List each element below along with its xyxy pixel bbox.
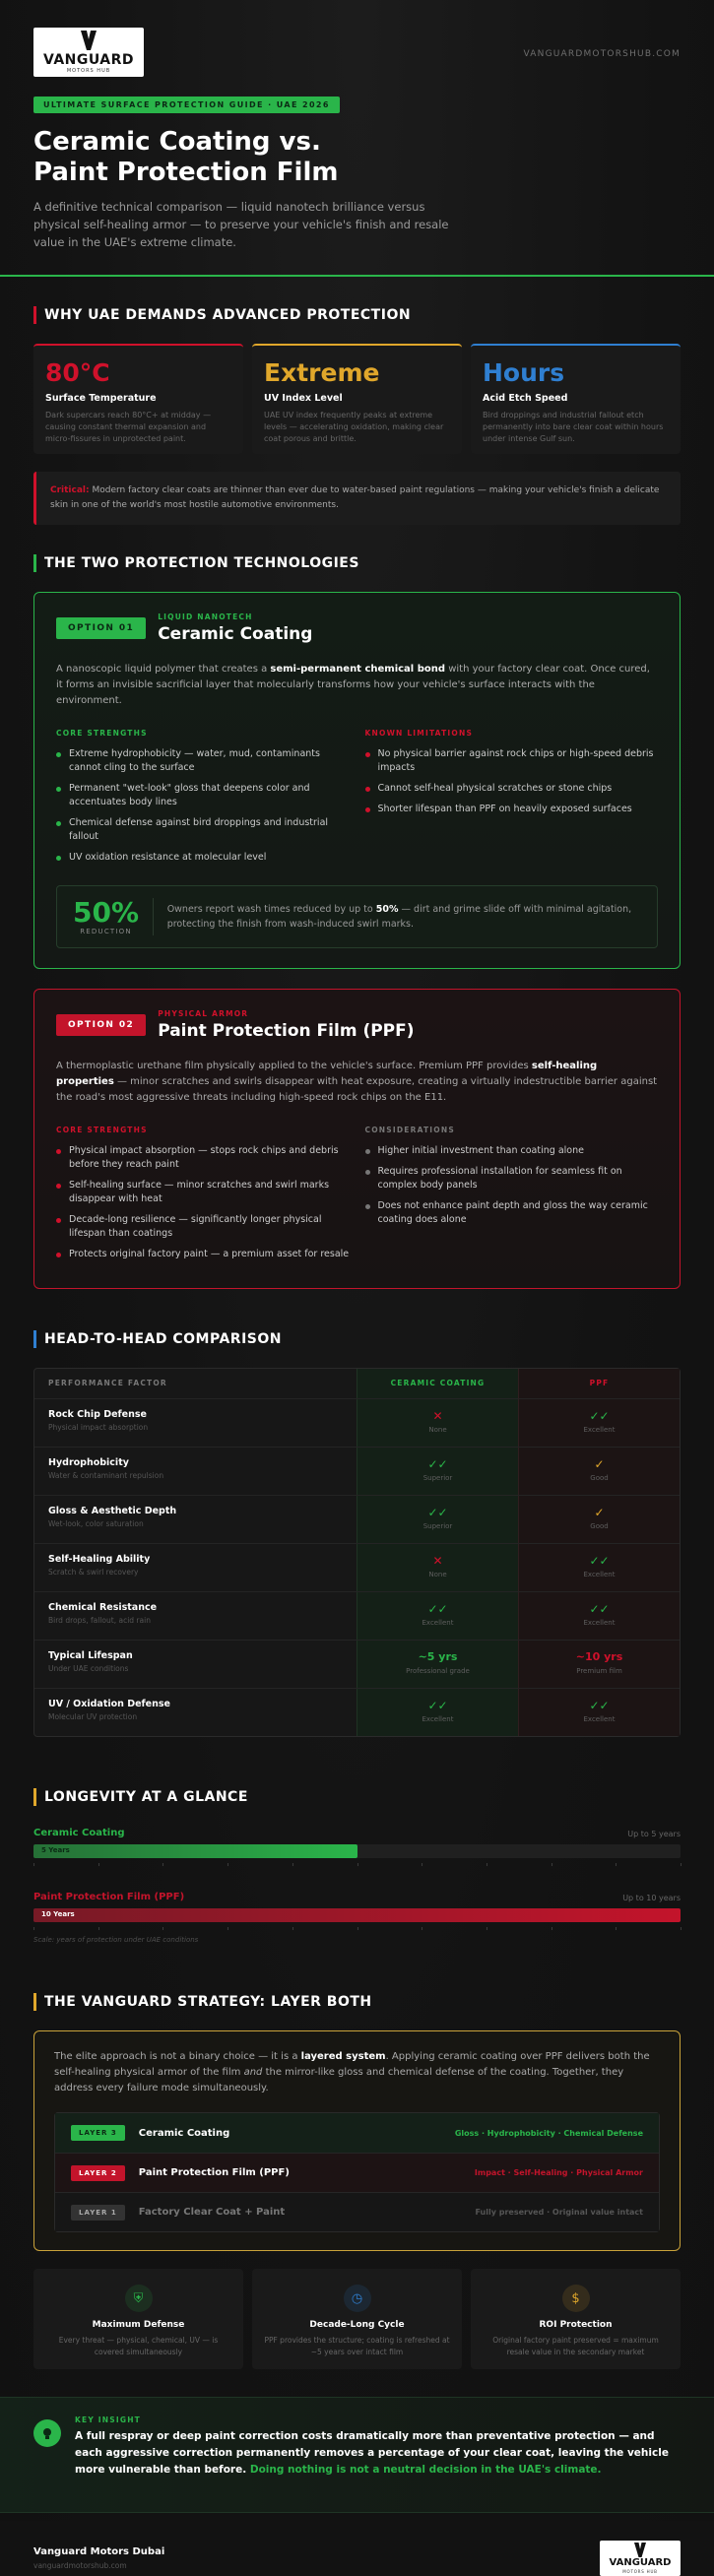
factor-sub: Wet-look, color saturation [48,1519,144,1528]
clock-icon: ◷ [344,2285,371,2312]
ppf-rating: Excellent [583,1619,616,1627]
factor-sub: Bird drops, fallout, acid rain [48,1616,151,1625]
stat-value: 80°C [45,358,110,387]
layer-stack [54,2112,660,2232]
card-description: A thermoplastic urethane film physically applied to the vehicle's surface. Premium PPF provides self-healing properties — minor scratches and swirls disappear with heat exposure, creating a virtually indestructible barrier against the road's most aggressive threats including high-speed rock chips on the E11. [56,1061,658,1103]
ppf-mark: ✓✓ [589,1409,610,1423]
ceramic-rating: Excellent [422,1619,454,1627]
bullet-icon [56,1218,61,1223]
page-title [33,127,681,188]
title-line-1: Ceramic Coating vs. [33,127,321,157]
ceramic-card [33,592,681,969]
factor-sub: Water & contaminant repulsion [48,1471,164,1480]
considerations-list [365,1126,659,1268]
ceramic-rating: None [428,1571,447,1578]
feature-desc: PPF provides the structure; coating is refreshed at ~5 years over intact film [264,2336,450,2356]
card-title: Paint Protection Film (PPF) [158,1021,415,1041]
ppf-rating: Excellent [583,1571,616,1578]
table-row [34,1640,680,1688]
critical-text: Modern factory clear coats are thinner than ever due to water-based paint regulations — making your vehicle's finish a delicate skin in one of the world's most hostile automotive environments. [50,485,660,510]
factor-name: Rock Chip Defense [48,1409,147,1420]
list-item-text: Protects original factory paint — a premium asset for resale [69,1249,350,1259]
strengths-list [56,729,350,871]
header-divider [0,275,714,277]
factor-name: Chemical Resistance [48,1602,158,1613]
ceramic-mark: ~5 yrs [418,1650,458,1663]
stat-card [33,344,243,454]
section-heading-why [33,306,681,324]
heading-text: THE TWO PROTECTION TECHNOLOGIES [44,555,359,571]
bar-fill [33,1908,681,1922]
bar-name: Paint Protection Film (PPF) [33,1892,185,1902]
section-heading-strategy [33,1993,681,2011]
longevity-row [33,1892,681,1934]
list-item-text: Shorter lifespan than PPF on heavily exposed surfaces [377,804,632,814]
heading-text: LONGEVITY AT A GLANCE [44,1789,248,1805]
factor-sub: Molecular UV protection [48,1712,138,1721]
option-badge: OPTION 02 [56,1014,146,1036]
list-item [365,1144,659,1158]
title-line-2: Paint Protection Film [33,158,339,187]
site-url-link[interactable]: VANGUARDMOTORSHUB.COM [523,49,681,59]
comparison-table [33,1368,681,1737]
bullet-icon [56,1184,61,1189]
table-row [34,1447,680,1495]
bullet-icon [365,1149,370,1154]
strategy-text: The elite approach is not a binary choice — it is a layered system. Applying ceramic coating over PPF delivers both the self-healing physical armor of the film and the mirror-like gloss and chemical defense of the coating. Together, they address every failure mode simultaneously. [54,2051,650,2093]
list-item [56,747,350,775]
bar-upto: Up to 5 years [627,1830,681,1838]
header [0,0,714,275]
layer-row [55,2153,659,2192]
logo-subtitle: MOTORS HUB [66,68,111,74]
list-item [56,1248,350,1261]
heading-accent [33,1788,36,1806]
strategy-card [33,2030,681,2251]
layer-badge: LAYER 3 [71,2125,125,2141]
bullet-icon [365,1170,370,1175]
stat-desc: UAE UV index frequently peaks at extreme levels — accelerating oxidation, making clear coat porous and brittle. [264,411,444,443]
list-item-text: Requires professional installation for seamless fit on complex body panels [377,1166,622,1191]
strengths-title: CORE STRENGTHS [56,729,148,738]
strengths-title: CORE STRENGTHS [56,1126,148,1134]
hero-lead: A definitive technical comparison — liquid nanotech brilliance versus physical self-healing armor — to preserve your vehicle's finish and resale value in the UAE's extreme climate. [33,200,449,249]
longevity-row [33,1828,681,1870]
feature-desc: Original factory paint preserved = maximum resale value in the secondary market [492,2336,659,2356]
layer-row [55,2192,659,2231]
shield-icon: ⛨ [125,2285,153,2312]
insight-kicker: KEY INSIGHT [75,2415,141,2424]
stat-text: Owners report wash times reduced by up to 50% — dirt and grime slide off with minimal agitation, protecting the finish from wash-induced swirl marks. [166,904,632,930]
list-item-text: Does not enhance paint depth and gloss the way ceramic coating does alone [377,1200,648,1225]
ceramic-rating: Superior [422,1474,453,1482]
ceramic-mark: ✓✓ [427,1699,448,1712]
ppf-mark: ✓ [594,1506,605,1519]
feature-title: Maximum Defense [92,2320,185,2330]
ceramic-rating: None [428,1426,447,1434]
footer-logo-wordmark: VANGUARD [609,2557,672,2568]
factor-name: Self-Healing Ability [48,1554,151,1565]
ppf-mark: ✓ [594,1457,605,1471]
layer-tags: Fully preserved · Original value intact [475,2208,643,2217]
bullet-icon [56,787,61,792]
bullet-icon [365,787,370,792]
section-heading-tech [33,554,681,572]
layer-tags: Gloss · Hydrophobicity · Chemical Defense [454,2128,643,2138]
stat-desc: Bird droppings and industrial fallout etch permanently into bare clear coat within hours under intense Gulf sun. [483,411,664,443]
list-item [365,1199,659,1227]
ppf-mark: ✓✓ [589,1699,610,1712]
header-ceramic: CERAMIC COATING [357,1369,518,1398]
factor-sub: Physical impact absorption [48,1423,149,1432]
critical-callout [33,472,681,525]
bar-track [33,1844,681,1858]
ceramic-rating: Excellent [422,1715,454,1723]
stat-card [252,344,462,454]
strengths-list [56,1126,350,1268]
bullet-icon [56,1149,61,1154]
heading-accent [33,1993,36,2011]
list-item-text: Decade-long resilience — significantly longer physical lifespan than coatings [69,1214,322,1239]
ceramic-rating: Professional grade [406,1667,470,1675]
stat-value: Extreme [264,358,380,387]
bullet-icon [365,807,370,812]
footer [0,2513,714,2574]
list-item [365,782,659,796]
table-row [34,1543,680,1591]
stat-label: REDUCTION [80,928,132,935]
bullet-icon [365,752,370,757]
factor-name: Typical Lifespan [48,1650,133,1661]
footer-logo[interactable] [600,2541,681,2576]
layer-badge: LAYER 1 [71,2205,125,2221]
ceramic-mark: ✓✓ [427,1506,448,1519]
list-item [365,803,659,816]
ppf-mark: ✓✓ [589,1554,610,1568]
feature-desc: Every threat — physical, chemical, UV — is covered simultaneously [58,2336,219,2356]
ppf-rating: Good [590,1522,609,1530]
stat-cards [33,344,681,454]
vanguard-emblem-icon [634,2543,646,2557]
feature-card [252,2269,462,2369]
critical-label: Critical: [50,485,90,495]
bullet-icon [56,821,61,826]
list-item [56,816,350,844]
table-row [34,1495,680,1543]
stat-label: Surface Temperature [45,393,157,404]
ppf-card [33,989,681,1289]
table-header-row [34,1369,680,1398]
header-ppf: PPF [518,1369,680,1398]
card-kicker: LIQUID NANOTECH [158,612,253,621]
layer-name: Paint Protection Film (PPF) [138,2167,290,2178]
layer-name: Factory Clear Coat + Paint [138,2207,286,2218]
table-row [34,1591,680,1640]
layer-badge: LAYER 2 [71,2165,125,2181]
ppf-rating: Excellent [583,1715,616,1723]
feature-card [471,2269,681,2369]
footer-logo-subtitle: MOTORS HUB [622,2569,658,2574]
footer-site-link[interactable]: vanguardmotorshub.com [33,2561,127,2570]
list-item [56,1144,350,1172]
bar-name: Ceramic Coating [33,1828,125,1838]
bullet-icon [56,1253,61,1257]
factor-sub: Under UAE conditions [48,1664,129,1673]
list-item-text: Extreme hydrophobicity — water, mud, contaminants cannot cling to the surface [69,748,320,773]
list-item-text: UV oxidation resistance at molecular level [69,852,267,863]
guide-pill: ULTIMATE SURFACE PROTECTION GUIDE · UAE 2026 [33,97,340,113]
section-heading-longevity [33,1788,681,1806]
layer-row [55,2113,659,2153]
brand-logo[interactable] [33,28,144,77]
key-insight [0,2397,714,2513]
header-factor: PERFORMANCE FACTOR [48,1379,167,1387]
ppf-rating: Premium film [576,1667,622,1675]
feature-title: ROI Protection [539,2320,613,2330]
dollar-icon: $ [562,2285,590,2312]
longevity-bars [33,1828,681,1934]
list-item-text: Higher initial investment than coating alone [377,1145,584,1156]
limitations-list [365,729,659,871]
wash-time-stat [56,885,658,948]
section-heading-compare [33,1330,681,1348]
option-badge: OPTION 01 [56,617,146,639]
list-item [56,1213,350,1241]
list-item [56,851,350,865]
footer-company: Vanguard Motors Dubai [33,2546,165,2557]
ceramic-mark: ✕ [432,1409,443,1423]
heading-text: THE VANGUARD STRATEGY: LAYER BOTH [44,1994,372,2010]
list-item-text: Self-healing surface — minor scratches and swirl marks disappear with heat [69,1180,330,1204]
list-item [56,782,350,809]
lightbulb-icon [33,2419,61,2447]
stat-desc: Dark supercars reach 80°C+ at midday — causing constant thermal expansion and micro-fissures in unprotected paint. [45,411,212,443]
bar-upto: Up to 10 years [622,1894,681,1902]
main-content [0,306,714,2369]
bullet-icon [56,752,61,757]
feature-title: Decade-Long Cycle [309,2320,405,2330]
card-kicker: PHYSICAL ARMOR [158,1009,249,1018]
list-item-text: Chemical defense against bird droppings and industrial fallout [69,817,329,842]
layer-name: Ceramic Coating [138,2127,230,2139]
bar-fill [33,1844,357,1858]
heading-text: HEAD-TO-HEAD COMPARISON [44,1331,282,1347]
ppf-rating: Good [590,1474,609,1482]
vanguard-emblem-icon [81,31,97,50]
feature-cards [33,2269,681,2369]
list-item [365,1165,659,1192]
ppf-mark: ✓✓ [589,1602,610,1616]
card-title: Ceramic Coating [158,624,313,644]
insight-text: A full respray or deep paint correction costs dramatically more than preventative protection — and each aggressive correction permanently removes a percentage of your clear coat, leaving the vehicle more vulnerable than before. Doing nothing is not a neutral decision in the UAE's climate. [75,2430,669,2476]
longevity-scale-note: Scale: years of protection under UAE conditions [33,1936,199,1944]
list-item [56,1179,350,1206]
feature-card [33,2269,243,2369]
bullet-icon [365,1204,370,1209]
heading-accent [33,1330,36,1348]
bar-label: 10 Years [41,1910,75,1918]
list-item-text: Physical impact absorption — stops rock chips and debris before they reach paint [69,1145,339,1170]
card-description: A nanoscopic liquid polymer that creates a semi-permanent chemical bond with your factory clear coat. Once cured, it forms an invisible sacrificial layer that molecularly transforms how your vehicle's surface interacts with the environment. [56,664,650,706]
heading-text: WHY UAE DEMANDS ADVANCED PROTECTION [44,307,412,323]
stat-label: UV Index Level [264,393,343,404]
bar-track [33,1908,681,1922]
stat-card [471,344,681,454]
stat-value: Hours [483,358,565,387]
considerations-title: CONSIDERATIONS [364,1126,455,1134]
factor-name: Gloss & Aesthetic Depth [48,1506,177,1516]
factor-name: Hydrophobicity [48,1457,129,1468]
ceramic-mark: ✕ [432,1554,443,1568]
table-row [34,1398,680,1447]
stat-label: Acid Etch Speed [483,393,568,404]
bullet-icon [56,856,61,861]
list-item [365,747,659,775]
table-row [34,1688,680,1736]
factor-sub: Scratch & swirl recovery [48,1568,139,1577]
list-item-text: No physical barrier against rock chips or high-speed debris impacts [377,748,654,773]
heading-accent [33,554,36,572]
ceramic-mark: ✓✓ [427,1457,448,1471]
bar-label: 5 Years [41,1846,70,1854]
list-item-text: Cannot self-heal physical scratches or stone chips [377,783,613,794]
heading-accent [33,306,36,324]
ppf-rating: Excellent [583,1426,616,1434]
ppf-mark: ~10 yrs [575,1650,623,1663]
ceramic-mark: ✓✓ [427,1602,448,1616]
limitations-title: KNOWN LIMITATIONS [364,729,474,738]
stat-value: 50% [73,896,140,929]
logo-wordmark: VANGUARD [42,52,135,68]
list-item-text: Permanent "wet-look" gloss that deepens color and accentuates body lines [69,783,310,807]
ceramic-rating: Superior [422,1522,453,1530]
factor-name: UV / Oxidation Defense [48,1699,170,1709]
layer-tags: Impact · Self-Healing · Physical Armor [474,2168,643,2177]
